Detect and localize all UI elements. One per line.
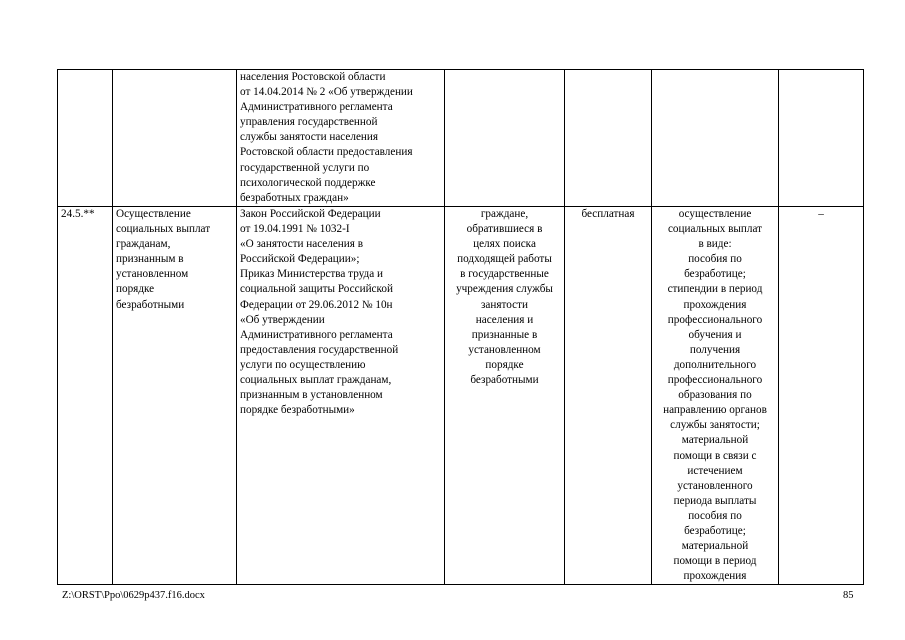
text-line: признанным в [116, 253, 184, 266]
text-line: в виде: [698, 238, 732, 251]
service-cell [113, 70, 237, 207]
text-line: Административного регламента [240, 101, 393, 114]
payment-text: бесплатная [581, 208, 635, 220]
text-line: установленном [468, 343, 541, 356]
table-row [58, 207, 864, 585]
payment-cell [565, 207, 652, 585]
payment-cell [565, 70, 652, 207]
text-line: социальных выплат гражданам, [240, 374, 392, 387]
result-cell [652, 70, 779, 207]
recipients-cell [445, 70, 565, 207]
text-line: истечением [687, 464, 743, 477]
text-line: порядке [116, 283, 155, 296]
legal-basis-cell [237, 207, 445, 585]
text-line: порядке безработными» [240, 404, 355, 417]
text-line: психологической поддержке [240, 176, 376, 189]
text-line: Осуществление [116, 208, 191, 220]
result-cell [652, 207, 779, 585]
text-line: обратившиеся в [466, 223, 543, 236]
text-line: службы занятости населения [240, 131, 379, 144]
text-line: помощи в период [673, 555, 757, 568]
service-text [116, 207, 233, 313]
text-line: безработными [116, 298, 185, 311]
text-line: социальных выплат [667, 223, 763, 236]
text-line: установленного [677, 479, 753, 492]
text-line: признанные в [471, 328, 538, 341]
text-line: населения и [475, 313, 534, 326]
text-line: материальной [681, 434, 749, 447]
row-number-cell [58, 70, 113, 207]
recipients-text [448, 207, 561, 388]
text-line: признанным в установленном [240, 389, 383, 402]
text-line: профессионального [667, 313, 763, 326]
recipients-cell [445, 207, 565, 585]
row-number: 24.5.** [61, 208, 95, 220]
text-line: населения Ростовской области [240, 71, 386, 83]
text-line: безработице; [684, 524, 746, 537]
text-line: государственной услуги по [240, 161, 370, 174]
text-line: услуги по осуществлению [240, 358, 366, 371]
text-line: материальной [681, 540, 749, 553]
text-line: подходящей работы [457, 253, 552, 266]
text-line: стипендии в период [667, 283, 763, 296]
text-line: осуществление [678, 208, 752, 220]
text-line: прохождения [683, 570, 747, 583]
text-line: социальной защиты Российской [240, 283, 393, 296]
text-line: пособия по [688, 253, 742, 266]
text-line: гражданам, [116, 238, 171, 251]
table-row [58, 70, 864, 207]
text-line: целях поиска [473, 238, 536, 251]
text-line: безработными [470, 374, 539, 387]
legal-basis-cell [237, 70, 445, 207]
text-line: безработице; [684, 268, 746, 281]
text-line: от 19.04.1991 № 1032-I [240, 223, 350, 236]
text-line: занятости [481, 298, 528, 311]
text-line: профессионального [667, 374, 763, 387]
file-path-footer: Z:\ORST\Ppo\0629p437.f16.docx [62, 590, 205, 601]
text-line: направлению органов [663, 404, 767, 417]
text-line: управления государственной [240, 116, 378, 129]
text-line: Приказ Министерства труда и [240, 268, 383, 281]
text-line: от 14.04.2014 № 2 «Об утверждении [240, 86, 413, 99]
row-number-cell [58, 207, 113, 585]
text-line: Российской Федерации»; [240, 253, 360, 266]
legal-basis-text [240, 70, 441, 206]
page-number: 85 [843, 590, 854, 601]
extra-cell [779, 70, 864, 207]
text-line: учреждения службы [456, 283, 553, 296]
text-line: Федерации от 29.06.2012 № 10н [240, 298, 393, 311]
extra-text: – [818, 208, 824, 220]
text-line: службы занятости; [670, 419, 760, 432]
text-line: порядке [485, 358, 524, 371]
text-line: предоставления государственной [240, 343, 399, 356]
text-line: образования по [678, 389, 752, 402]
text-line: «Об утверждении [240, 313, 325, 326]
service-cell [113, 207, 237, 585]
legal-basis-text [240, 207, 441, 418]
text-line: получения [689, 343, 741, 356]
text-line: обучения и [688, 328, 742, 341]
text-line: граждане, [480, 208, 529, 220]
text-line: безработных граждан» [240, 191, 349, 204]
text-line: социальных выплат [116, 223, 211, 236]
text-line: пособия по [688, 509, 742, 522]
text-line: Ростовской области предоставления [240, 146, 413, 159]
text-line: помощи в связи с [673, 449, 757, 462]
services-table [57, 69, 864, 585]
text-line: дополнительного [673, 358, 757, 371]
text-line: периода выплаты [673, 494, 757, 507]
text-line: в государственные [460, 268, 549, 281]
text-line: Административного регламента [240, 328, 393, 341]
text-line: прохождения [683, 298, 747, 311]
text-line: Закон Российской Федерации [240, 208, 381, 220]
text-line: установленном [116, 268, 189, 281]
extra-cell [779, 207, 864, 585]
result-text [655, 207, 775, 584]
text-line: «О занятости населения в [240, 238, 364, 251]
